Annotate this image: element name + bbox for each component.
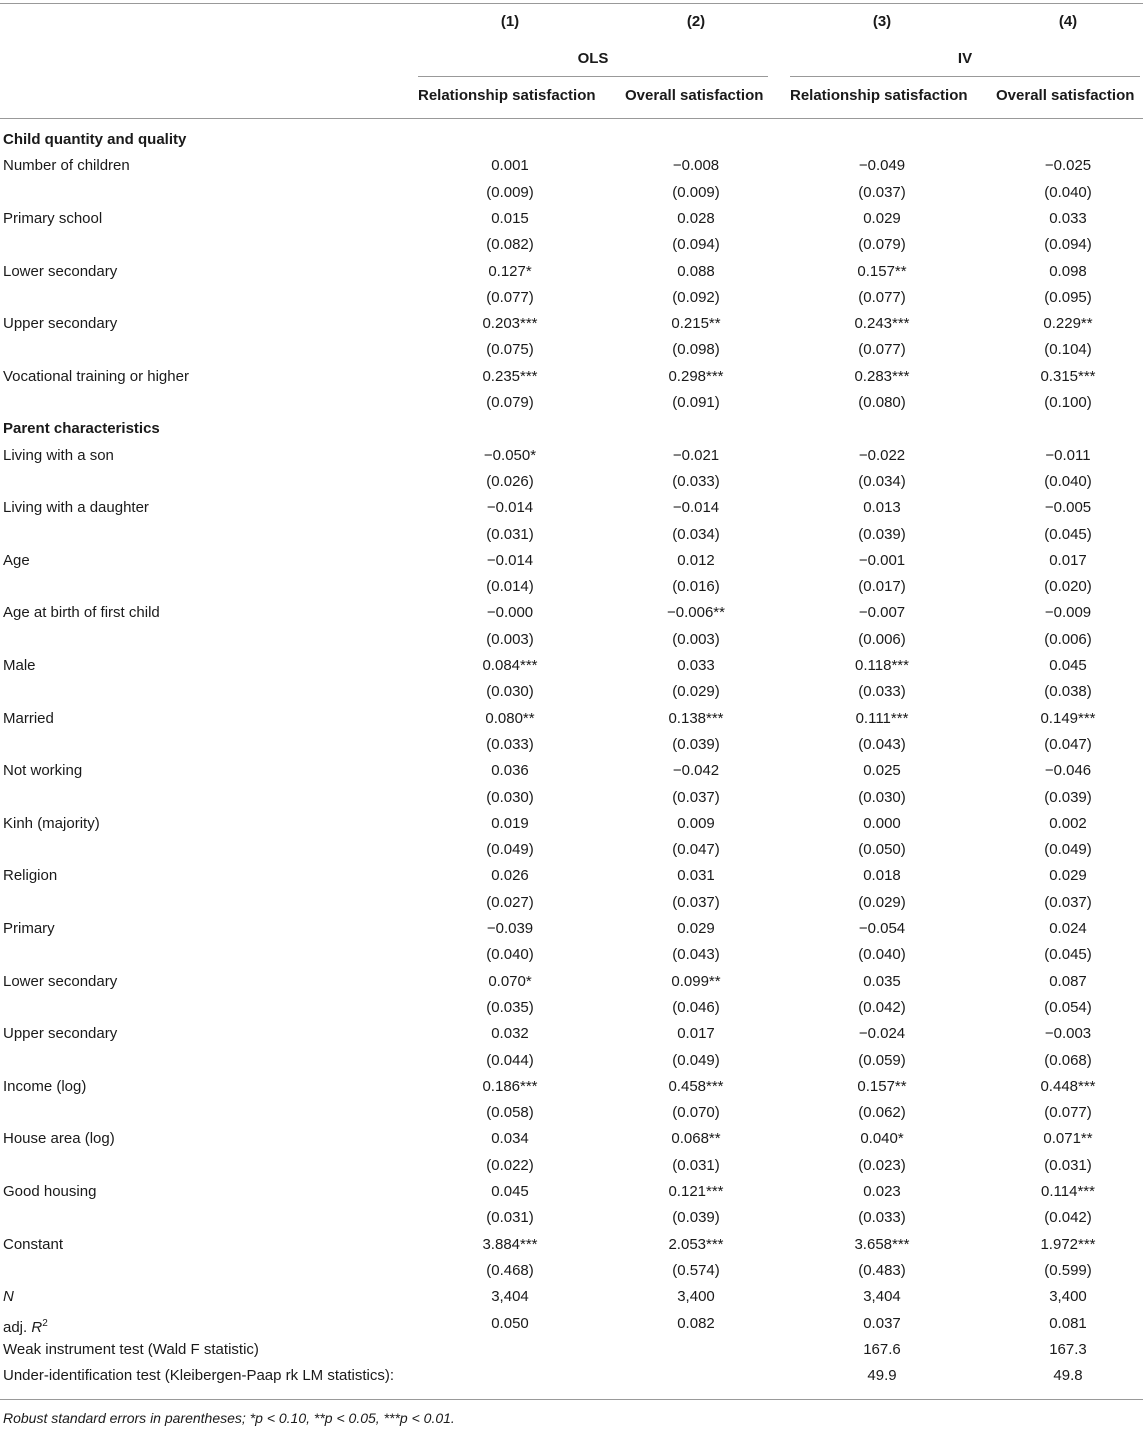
row-label: Upper secondary (3, 315, 118, 333)
cell-col-1: (0.077) (486, 288, 534, 306)
cell-col-4: (0.038) (1044, 683, 1092, 701)
cell-col-1: 0.080** (485, 709, 535, 727)
cell-col-1: (0.049) (486, 841, 534, 859)
row-label: Married (3, 709, 54, 727)
row-label: Age at birth of first child (3, 604, 160, 622)
cell-col-1: 0.084*** (482, 657, 538, 674)
cell-col-1: (0.035) (486, 998, 534, 1016)
section-label: Child quantity and quality (3, 131, 187, 148)
cell-col-4: 0.033 (1049, 209, 1087, 227)
cell-col-1: 0.050 (491, 1314, 529, 1332)
cell-col-3: (0.079) (858, 236, 906, 254)
standard-error-row (0, 627, 1143, 653)
cell-col-4: 0.315*** (1040, 367, 1096, 385)
cell-col-1: 0.235*** (482, 367, 538, 385)
cell-col-2: (0.016) (672, 578, 720, 596)
cell-col-4: (0.599) (1044, 1261, 1092, 1279)
cell-col-2: (0.003) (672, 630, 720, 648)
cell-col-4: (0.040) (1044, 183, 1092, 201)
group-header-iv: IV (957, 50, 973, 67)
cell-col-1: (0.030) (486, 683, 534, 701)
cell-col-1: −0.000 (486, 604, 534, 622)
cell-col-2: 3,400 (677, 1288, 715, 1306)
cell-col-1: 0.186*** (482, 1077, 538, 1095)
cell-col-3: 0.029 (863, 209, 901, 227)
cell-col-2: (0.098) (672, 341, 720, 359)
standard-error-row (0, 995, 1143, 1021)
cell-col-1: 3.884*** (482, 1235, 538, 1253)
cell-col-3: 0.013 (863, 499, 901, 517)
cell-col-2: (0.092) (672, 288, 720, 306)
row-label: Under-identification test (Kleibergen-Paap rk LM statistics): (3, 1367, 394, 1385)
row-label: Primary school (3, 209, 103, 227)
cell-col-1: (0.031) (486, 525, 534, 543)
cell-col-3: (0.034) (858, 472, 906, 490)
cell-col-3: 0.018 (863, 867, 901, 885)
cell-col-2: (0.037) (672, 893, 720, 911)
cell-col-2: 0.017 (677, 1025, 715, 1043)
cell-col-3: (0.040) (858, 946, 906, 964)
cell-col-1: 0.203*** (482, 315, 538, 333)
cell-col-4: −0.005 (1044, 499, 1092, 517)
cell-col-2: 0.099** (671, 972, 721, 990)
standard-error-row (0, 390, 1143, 416)
cell-col-1: 0.032 (491, 1025, 529, 1043)
cell-col-1: (0.082) (486, 236, 534, 254)
cell-col-4: (0.047) (1044, 735, 1092, 753)
cell-col-3: 49.9 (867, 1367, 897, 1385)
cell-col-4: (0.031) (1044, 1156, 1092, 1174)
row-label: Weak instrument test (Wald F statistic) (3, 1340, 259, 1358)
table-row (0, 364, 1143, 390)
cell-col-2: −0.014 (672, 499, 720, 517)
cell-col-3: (0.039) (858, 525, 906, 543)
cell-col-4: 0.002 (1049, 814, 1087, 832)
cell-col-2: (0.037) (672, 788, 720, 806)
cell-col-2: −0.006** (667, 604, 725, 622)
cell-col-1: 0.019 (491, 814, 529, 832)
cell-col-2: (0.009) (672, 183, 720, 201)
cell-col-1: (0.033) (486, 735, 534, 753)
cell-col-3: (0.033) (858, 1209, 906, 1227)
cell-col-1: 0.045 (491, 1183, 529, 1200)
row-label: Good housing (3, 1183, 97, 1200)
table-row (0, 548, 1143, 574)
cell-col-3: −0.022 (858, 446, 906, 464)
cell-col-1: (0.003) (486, 630, 534, 648)
row-label: Upper secondary (3, 1025, 118, 1043)
cell-col-2: (0.043) (672, 946, 720, 964)
cell-col-4: (0.077) (1044, 1104, 1092, 1122)
table-row (0, 259, 1143, 285)
row-label: Living with a daughter (3, 499, 149, 517)
cell-col-4: 0.017 (1049, 551, 1087, 569)
cell-col-4: (0.040) (1044, 472, 1092, 490)
table-row (0, 153, 1143, 179)
row-label: Lower secondary (3, 972, 118, 990)
cell-col-3: 0.157** (857, 262, 907, 280)
cell-col-2: 0.068** (671, 1130, 721, 1148)
table-row (0, 311, 1143, 337)
cell-col-3: (0.077) (858, 288, 906, 306)
cell-col-4: (0.094) (1044, 236, 1092, 254)
cell-col-3: 0.243*** (854, 315, 910, 333)
cell-col-3: (0.483) (858, 1261, 906, 1279)
table-row (0, 653, 1143, 679)
cell-col-2: (0.034) (672, 525, 720, 543)
cell-col-2: 2.053*** (668, 1235, 724, 1253)
cell-col-2: 0.028 (677, 209, 715, 227)
cell-col-3: (0.030) (858, 788, 906, 806)
cell-col-4: (0.006) (1044, 630, 1092, 648)
row-label: Not working (3, 762, 83, 780)
standard-error-row (0, 1048, 1143, 1074)
standard-error-row (0, 679, 1143, 705)
cell-col-4: 0.114*** (1041, 1183, 1095, 1200)
standard-error-row (0, 469, 1143, 495)
row-label: Age (3, 551, 30, 569)
standard-error-row (0, 1100, 1143, 1126)
cell-col-1: −0.039 (486, 920, 534, 937)
group-header-ols: OLS (577, 50, 609, 67)
table-row (0, 1284, 1143, 1310)
cell-col-2: 0.458*** (668, 1077, 724, 1095)
cell-col-3: (0.023) (858, 1156, 906, 1174)
row-label-superscript: 2 (42, 1317, 48, 1329)
cell-col-3: (0.033) (858, 683, 906, 701)
cell-col-3: 0.283*** (854, 367, 910, 385)
row-label: Primary (3, 920, 55, 937)
cell-col-3: 0.111*** (855, 709, 909, 727)
cell-col-2: (0.029) (672, 683, 720, 701)
cell-col-4: 167.3 (1049, 1340, 1087, 1358)
cell-col-1: 0.036 (491, 762, 529, 780)
cell-col-2: 0.009 (677, 814, 715, 832)
cell-col-3: 3.658*** (854, 1235, 910, 1253)
cell-col-2: 0.298*** (668, 367, 724, 385)
cell-col-4: (0.049) (1044, 841, 1092, 859)
standard-error-row (0, 180, 1143, 206)
cell-col-4: (0.100) (1044, 394, 1092, 411)
column-number-4: (4) (1058, 13, 1078, 30)
table-row (0, 863, 1143, 889)
standard-error-row (0, 232, 1143, 258)
cell-col-2: 0.012 (677, 551, 715, 569)
cell-col-2: (0.033) (672, 472, 720, 490)
cell-col-2: 0.033 (677, 657, 715, 674)
cell-col-1: (0.075) (486, 341, 534, 359)
cell-col-4: (0.039) (1044, 788, 1092, 806)
cell-col-4: (0.068) (1044, 1051, 1092, 1069)
cell-col-1: −0.014 (486, 551, 534, 569)
cell-col-1: 3,404 (491, 1288, 529, 1306)
cell-col-2: 0.029 (677, 920, 715, 937)
table-row (0, 1179, 1143, 1205)
table-row (0, 206, 1143, 232)
cell-col-4: −0.011 (1045, 446, 1091, 464)
cell-col-1: 0.127* (488, 262, 532, 280)
cell-col-4: 1.972*** (1040, 1235, 1096, 1253)
cell-col-1: −0.050* (483, 446, 537, 464)
section-header-row (0, 127, 1143, 153)
cell-col-4: 0.071** (1043, 1130, 1093, 1148)
column-number-1: (1) (500, 13, 520, 30)
cell-col-2: 0.088 (677, 262, 715, 280)
cell-col-2: −0.008 (672, 157, 720, 175)
cell-col-1: 0.034 (491, 1130, 529, 1148)
cell-col-3: −0.054 (858, 920, 906, 937)
cell-col-4: 0.229** (1043, 315, 1093, 333)
cell-col-4: 0.448*** (1040, 1077, 1096, 1095)
standard-error-row (0, 890, 1143, 916)
cell-col-2: (0.039) (672, 1209, 720, 1227)
header-rule (0, 118, 1143, 119)
cell-col-3: (0.059) (858, 1051, 906, 1069)
standard-error-row (0, 785, 1143, 811)
cell-col-3: (0.037) (858, 183, 906, 201)
table-row (0, 495, 1143, 521)
standard-error-row (0, 522, 1143, 548)
cell-col-3: (0.017) (858, 578, 906, 596)
cell-col-2: (0.046) (672, 998, 720, 1016)
cell-col-4: 0.024 (1049, 920, 1087, 937)
cell-col-1: (0.014) (486, 578, 534, 596)
table-row (0, 600, 1143, 626)
cell-col-4: 0.087 (1049, 972, 1087, 990)
cell-col-4: (0.042) (1044, 1209, 1092, 1227)
cell-col-2: 0.031 (677, 867, 715, 885)
cell-col-3: 0.157** (857, 1077, 907, 1095)
subheader-overall-satisfaction-2: Overall satisfaction (625, 87, 764, 104)
table-row (0, 1232, 1143, 1258)
cell-col-3: −0.001 (858, 551, 906, 569)
cell-col-1: 0.001 (491, 157, 529, 175)
cell-col-3: 0.000 (863, 814, 901, 832)
column-number-2: (2) (686, 13, 706, 30)
row-label: Kinh (majority) (3, 814, 100, 832)
cell-col-3: (0.042) (858, 998, 906, 1016)
cell-col-1: 0.070* (488, 972, 532, 990)
cell-col-1: 0.015 (491, 209, 529, 227)
cell-col-2: (0.091) (672, 394, 720, 411)
table-row (0, 1363, 1143, 1389)
cell-col-1: (0.009) (486, 183, 534, 201)
cell-col-4: (0.045) (1044, 946, 1092, 964)
cell-col-2: (0.574) (672, 1261, 720, 1279)
row-label: House area (log) (3, 1130, 115, 1148)
row-label: Lower secondary (3, 262, 118, 280)
cell-col-3: (0.050) (858, 841, 906, 859)
cell-col-4: (0.054) (1044, 998, 1092, 1016)
cell-col-2: 0.215** (671, 315, 721, 333)
cell-col-3: −0.007 (858, 604, 906, 622)
row-label: Male (3, 657, 36, 674)
cell-col-3: (0.029) (858, 893, 906, 911)
cell-col-3: 167.6 (863, 1340, 901, 1358)
cell-col-3: −0.049 (858, 157, 906, 175)
row-label: Vocational training or higher (3, 367, 189, 385)
row-label: Religion (3, 867, 58, 885)
table-row (0, 1337, 1143, 1363)
section-label: Parent characteristics (3, 420, 160, 438)
column-number-3: (3) (872, 13, 892, 30)
cell-col-4: 0.149*** (1040, 709, 1096, 727)
standard-error-row (0, 574, 1143, 600)
cell-col-2: −0.042 (672, 762, 720, 780)
cell-col-2: 0.121*** (668, 1183, 724, 1200)
subheader-relationship-satisfaction-3: Relationship satisfaction (790, 87, 968, 104)
cell-col-4: (0.095) (1044, 288, 1092, 306)
cell-col-2: (0.039) (672, 735, 720, 753)
cell-col-2: (0.070) (672, 1104, 720, 1122)
cell-col-4: (0.037) (1044, 893, 1092, 911)
table-row (0, 969, 1143, 995)
cell-col-4: −0.003 (1044, 1025, 1092, 1043)
table-top-rule (0, 3, 1143, 4)
iv-group-rule (790, 76, 1140, 77)
cell-col-1: 0.026 (491, 867, 529, 885)
cell-col-3: 0.037 (863, 1314, 901, 1332)
cell-col-2: (0.031) (672, 1156, 720, 1174)
cell-col-1: (0.468) (486, 1261, 534, 1279)
table-row (0, 706, 1143, 732)
section-header-row (0, 416, 1143, 442)
cell-col-3: 0.040* (860, 1130, 904, 1148)
cell-col-1: (0.044) (486, 1051, 534, 1069)
cell-col-2: 0.138*** (668, 709, 724, 727)
table-row (0, 1021, 1143, 1047)
cell-col-1: (0.079) (486, 394, 534, 411)
row-label: Income (log) (3, 1077, 87, 1095)
table-row (0, 811, 1143, 837)
cell-col-2: 0.082 (677, 1314, 715, 1332)
cell-col-1: (0.031) (486, 1209, 534, 1227)
table-row (0, 1126, 1143, 1152)
row-label: N (3, 1288, 14, 1306)
table-row (0, 1311, 1143, 1337)
cell-col-4: 0.081 (1049, 1314, 1087, 1332)
cell-col-3: −0.024 (858, 1025, 906, 1043)
table-row (0, 1074, 1143, 1100)
subheader-relationship-satisfaction-1: Relationship satisfaction (418, 87, 596, 104)
standard-error-row (0, 1153, 1143, 1179)
cell-col-1: (0.030) (486, 788, 534, 806)
standard-error-row (0, 837, 1143, 863)
row-label: Constant (3, 1235, 64, 1253)
table-footnote: Robust standard errors in parentheses; *p < 0.10, **p < 0.05, ***p < 0.01. (3, 1410, 455, 1426)
cell-col-4: (0.104) (1044, 341, 1092, 359)
row-label-prefix: adj. (3, 1318, 32, 1336)
standard-error-row (0, 285, 1143, 311)
standard-error-row (0, 1258, 1143, 1284)
cell-col-3: 3,404 (863, 1288, 901, 1306)
cell-col-4: −0.009 (1044, 604, 1092, 622)
cell-col-3: 0.035 (863, 972, 901, 990)
cell-col-3: 0.023 (863, 1183, 901, 1200)
subheader-overall-satisfaction-4: Overall satisfaction (996, 87, 1135, 104)
row-label-symbol: R (31, 1318, 43, 1336)
cell-col-1: (0.022) (486, 1156, 534, 1174)
cell-col-2: (0.094) (672, 236, 720, 254)
cell-col-4: 49.8 (1053, 1367, 1083, 1385)
standard-error-row (0, 732, 1143, 758)
cell-col-2: −0.021 (672, 446, 720, 464)
cell-col-1: (0.026) (486, 472, 534, 490)
cell-col-1: (0.027) (486, 893, 534, 911)
cell-col-3: (0.006) (858, 630, 906, 648)
cell-col-3: (0.043) (858, 735, 906, 753)
cell-col-4: −0.046 (1044, 762, 1092, 780)
cell-col-2: (0.047) (672, 841, 720, 859)
standard-error-row (0, 337, 1143, 363)
cell-col-4: (0.020) (1044, 578, 1092, 596)
cell-col-1: (0.058) (486, 1104, 534, 1122)
cell-col-4: −0.025 (1044, 157, 1092, 175)
standard-error-row (0, 1205, 1143, 1231)
table-row (0, 758, 1143, 784)
row-label: Living with a son (3, 446, 114, 464)
cell-col-3: 0.118*** (855, 657, 909, 674)
cell-col-3: (0.080) (858, 394, 906, 411)
table-bottom-rule (0, 1399, 1143, 1400)
row-label: Number of children (3, 157, 130, 175)
cell-col-4: 3,400 (1049, 1288, 1087, 1306)
cell-col-1: (0.040) (486, 946, 534, 964)
cell-col-3: (0.077) (858, 341, 906, 359)
ols-group-rule (418, 76, 768, 77)
cell-col-2: (0.049) (672, 1051, 720, 1069)
standard-error-row (0, 942, 1143, 968)
cell-col-1: −0.014 (486, 499, 534, 517)
cell-col-4: (0.045) (1044, 525, 1092, 543)
cell-col-3: 0.025 (863, 762, 901, 780)
cell-col-4: 0.029 (1049, 867, 1087, 885)
table-row (0, 443, 1143, 469)
cell-col-3: (0.062) (858, 1104, 906, 1122)
cell-col-4: 0.098 (1049, 262, 1087, 280)
cell-col-4: 0.045 (1049, 657, 1087, 674)
table-row (0, 916, 1143, 942)
